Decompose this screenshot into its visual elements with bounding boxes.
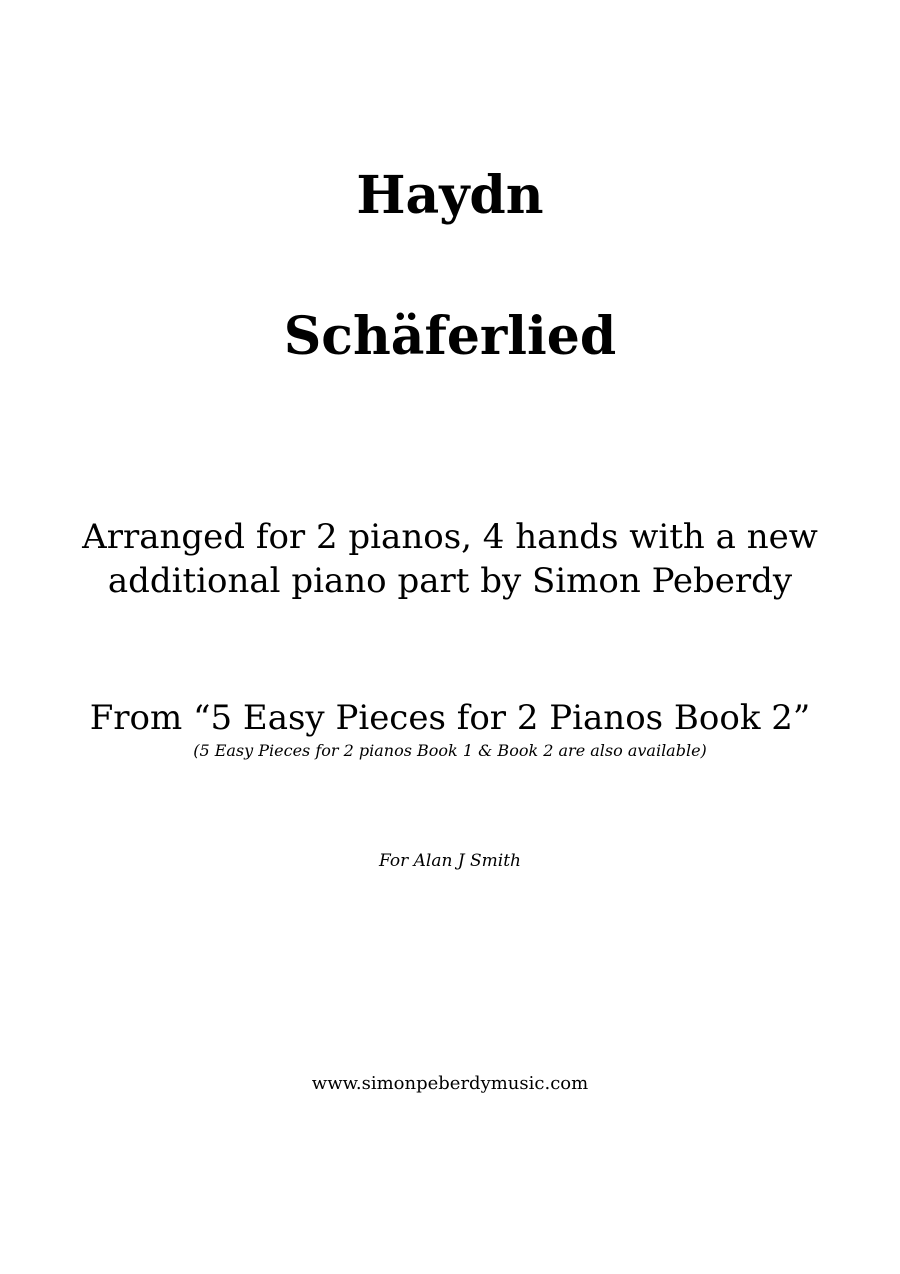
source-collection: From “5 Easy Pieces for 2 Pianos Book 2”	[89, 698, 811, 738]
website-url: www.simonpeberdymusic.com	[311, 1073, 589, 1094]
availability-note: (5 Easy Pieces for 2 pianos Book 1 & Book 2 are also available)	[193, 741, 707, 760]
piece-title: Schäferlied	[283, 306, 617, 367]
arrangement-line-1: Arranged for 2 pianos, 4 hands with a new	[82, 517, 818, 557]
composer-name: Haydn	[356, 165, 544, 226]
dedication: For Alan J Smith	[378, 851, 522, 871]
arrangement-line-2: additional piano part by Simon Peberdy	[107, 561, 793, 601]
